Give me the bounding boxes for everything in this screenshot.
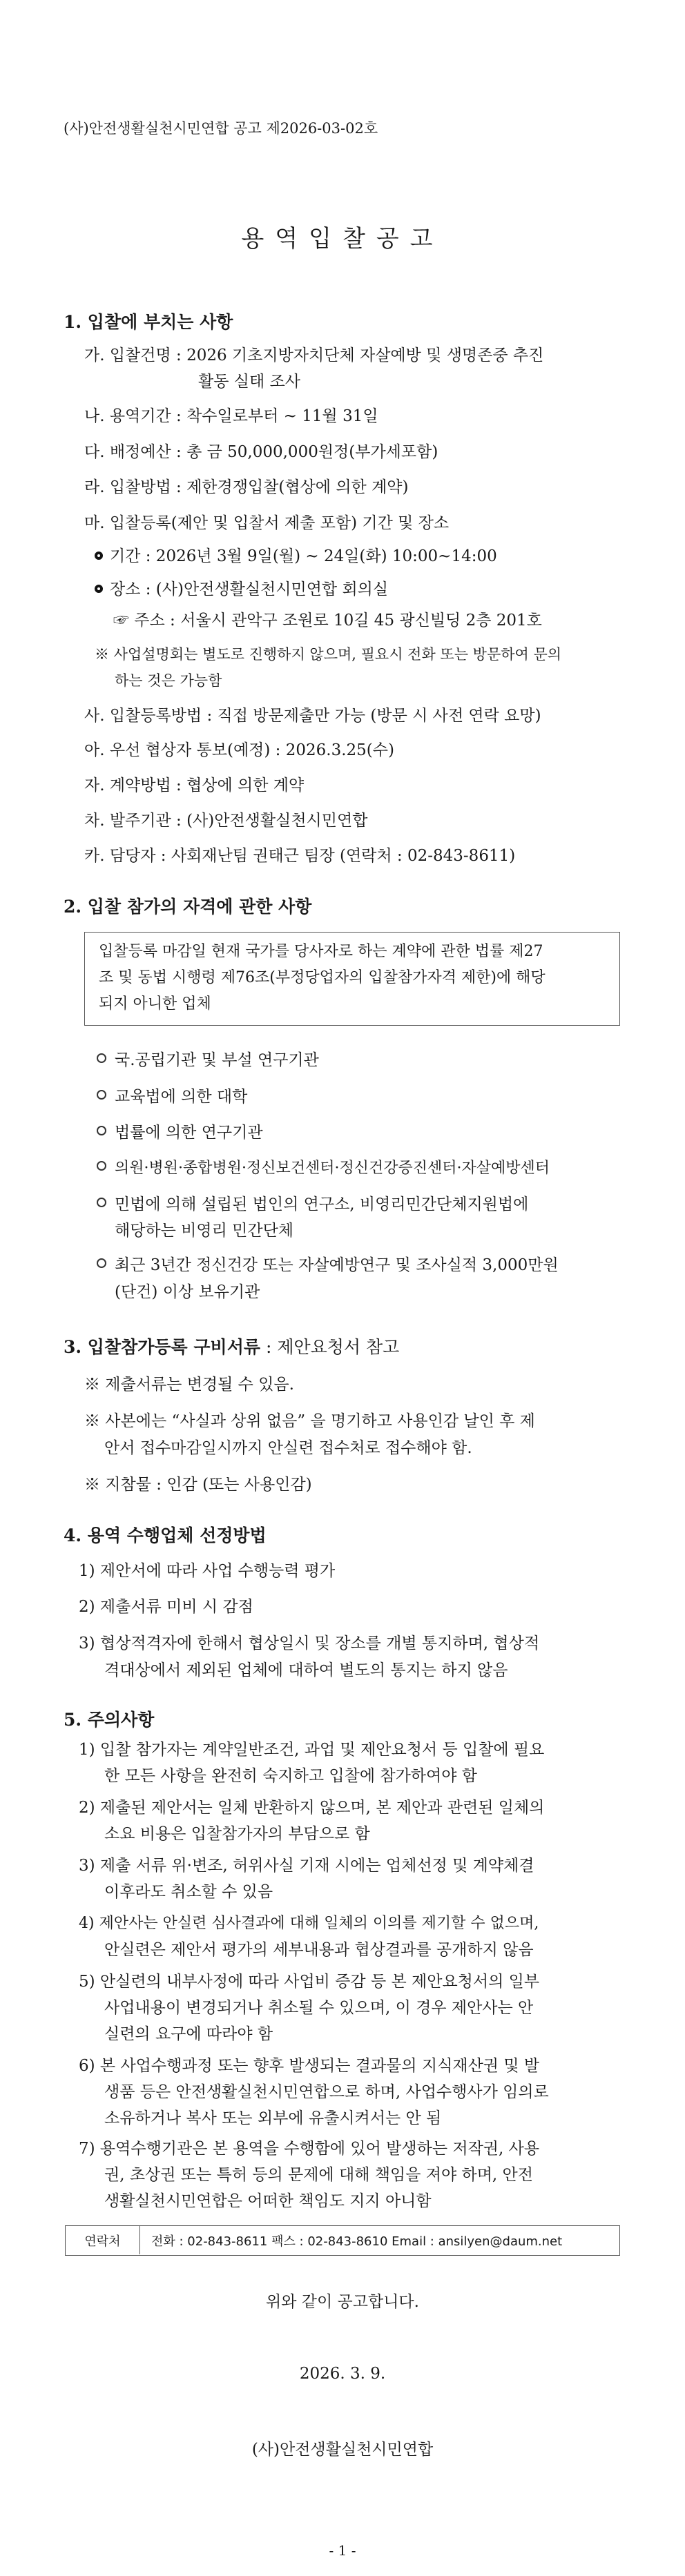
- sec5-item-cont: 한 모든 사항을 완전히 숙지하고 입찰에 참가하여야 함: [104, 1767, 477, 1785]
- contact-label: 연락처: [66, 2226, 140, 2254]
- sec3-note: ※ 제출서류는 변경될 수 있음.: [84, 1376, 294, 1394]
- sec5-item-cont: 사업내용이 변경되거나 취소될 수 있으며, 이 경우 제안사는 안: [104, 1999, 534, 2017]
- sec2-item-text: 국.공립기관 및 부설 연구기관: [115, 1051, 319, 1069]
- sec1-item-ra: 라. 입찰방법 : 제한경쟁입찰(협상에 의한 계약): [84, 478, 409, 496]
- sec4-item-cont: 격대상에서 제외된 업체에 대하여 별도의 통지는 하지 않음: [104, 1661, 508, 1679]
- sec4-item: 1) 제안서에 따라 사업 수행능력 평가: [79, 1562, 336, 1580]
- announcement-date: 2026. 3. 9.: [299, 2365, 386, 2383]
- sec1-place-text: 장소 : (사)안전생활실천시민연합 회의실: [110, 580, 389, 598]
- contact-box: [65, 2225, 620, 2256]
- sec5-item: 7) 용역수행기관은 본 용역을 수행함에 있어 발생하는 저작권, 사용: [79, 2140, 540, 2158]
- sec3-note: ※ 사본에는 “사실과 상위 없음” 을 명기하고 사용인감 날인 후 제: [84, 1412, 535, 1430]
- bullet-icon: [95, 552, 103, 560]
- sec5-item-cont: 권, 초상권 또는 특허 등의 문제에 대해 책임을 져야 하며, 안전: [104, 2166, 533, 2184]
- eligibility-box-line-1: 입찰등록 마감일 현재 국가를 당사자로 하는 계약에 관한 법률 제27: [99, 943, 543, 960]
- circle-icon: [97, 1161, 106, 1171]
- sec5-item-cont: 소유하거나 복사 또는 외부에 유출시켜서는 안 됨: [104, 2109, 442, 2127]
- reference-number: (사)안전생활실천시민연합 공고 제2026-03-02호: [64, 120, 378, 137]
- sec2-item: [97, 1255, 559, 1276]
- sec5-item: 1) 입찰 참가자는 계약일반조건, 과업 및 제안요청서 등 입찰에 필요: [79, 1741, 545, 1759]
- sec2-item-text: 민법에 의해 설립된 법인의 연구소, 비영리민간단체지원법에: [115, 1196, 529, 1213]
- sec5-item: 5) 안실련의 내부사정에 따라 사업비 증감 등 본 제안요청서의 일부: [79, 1973, 540, 1991]
- sec2-item-cont: (단건) 이상 보유기관: [115, 1283, 260, 1301]
- sec1-place: [95, 579, 388, 600]
- sec2-item: [97, 1194, 528, 1215]
- section-2-heading: 2. 입찰 참가의 자격에 관한 사항: [64, 897, 312, 917]
- sec1-item-a: 아. 우선 협상자 통보(예정) : 2026.3.25(수): [84, 741, 394, 759]
- circle-icon: [97, 1198, 106, 1207]
- eligibility-box-line-2: 조 및 동법 시행령 제76조(부정당업자의 입찰참가자격 제한)에 해당: [99, 969, 546, 986]
- bullet-icon: [95, 585, 103, 593]
- sec1-item-ga-cont: 활동 실태 조사: [198, 373, 300, 391]
- sec2-item: [97, 1050, 319, 1071]
- contact-value: 전화 : 02-843-8611 팩스 : 02-843-8610 Email : ansilyen@daum.net: [151, 2234, 563, 2249]
- sec5-item: 6) 본 사업수행과정 또는 향후 발생되는 결과물의 지식재산권 및 발: [79, 2057, 540, 2075]
- closing-statement: 위와 같이 공고합니다.: [266, 2293, 419, 2311]
- sec2-item-text: 최근 3년간 정신건강 또는 자살예방연구 및 조사실적 3,000만원: [115, 1256, 559, 1274]
- sec1-item-sa: 사. 입찰등록방법 : 직접 방문제출만 가능 (방문 시 사전 연락 요망): [84, 707, 541, 725]
- sec5-item-cont: 소요 비용은 입찰참가자의 부담으로 함: [104, 1825, 370, 1843]
- sec1-item-ja: 자. 계약방법 : 협상에 의한 계약: [84, 777, 305, 794]
- sec4-item: 3) 협상적격자에 한해서 협상일시 및 장소를 개별 통지하며, 협상적: [79, 1635, 540, 1652]
- sec2-item-text: 교육법에 의한 대학: [115, 1088, 248, 1106]
- sec1-address: ☞ 주소 : 서울시 관악구 조원로 10길 45 광신빌딩 2층 201호: [113, 612, 542, 630]
- sec5-item-cont: 이후라도 취소할 수 있음: [104, 1883, 273, 1901]
- sec1-item-cha: 차. 발주기관 : (사)안전생활실천시민연합: [84, 812, 368, 830]
- section-3-heading-sub: : 제안요청서 참고: [260, 1337, 400, 1357]
- sec4-item: 2) 제출서류 미비 시 감점: [79, 1598, 253, 1616]
- section-3-heading-text: 3. 입찰참가등록 구비서류: [64, 1337, 261, 1357]
- sec2-item-cont: 해당하는 비영리 민간단체: [115, 1222, 294, 1240]
- sec3-note-cont: 안서 접수마감일시까지 안실련 접수처로 접수해야 함.: [104, 1439, 472, 1457]
- sec5-item: 4) 제안사는 안실련 심사결과에 대해 일체의 이의를 제기할 수 없으며,: [79, 1915, 539, 1932]
- section-3-heading: [64, 1334, 399, 1358]
- sec5-item: 3) 제출 서류 위·변조, 허위사실 기재 시에는 업체선정 및 계약체결: [79, 1857, 534, 1875]
- page-number: - 1 -: [329, 2542, 356, 2559]
- sec2-item-text: 법률에 의한 연구기관: [115, 1124, 263, 1142]
- circle-icon: [97, 1053, 106, 1063]
- sec5-item-cont: 생품 등은 안전생활실천시민연합으로 하며, 사업수행사가 임의로: [104, 2083, 549, 2101]
- sec5-item-cont: 안실련은 제안서 평가의 세부내용과 협상결과를 공개하지 않음: [104, 1941, 534, 1959]
- sec2-item: [97, 1086, 247, 1107]
- sec5-item-cont: 실련의 요구에 따라야 함: [104, 2025, 273, 2043]
- sec5-item: 2) 제출된 제안서는 일체 반환하지 않으며, 본 제안과 관련된 일체의: [79, 1799, 545, 1817]
- sec2-item: [97, 1122, 263, 1143]
- circle-icon: [97, 1126, 106, 1135]
- issuing-organization: (사)안전생활실천시민연합: [251, 2441, 434, 2459]
- sec2-item: [97, 1158, 550, 1179]
- sec2-item-text: 의원·병원·종합병원·정신보건센터·정신건강증진센터·자살예방센터: [115, 1160, 550, 1177]
- circle-icon: [97, 1090, 106, 1100]
- page-title: 용역입찰공고: [241, 225, 444, 253]
- sec3-note: ※ 지참물 : 인감 (또는 사용인감): [84, 1476, 312, 1494]
- sec1-note-cont: 하는 것은 가능함: [115, 672, 222, 689]
- sec1-item-ga: 가. 입찰건명 : 2026 기초지방자치단체 자살예방 및 생명존중 추진: [84, 347, 544, 364]
- section-4-heading: 4. 용역 수행업체 선정방법: [64, 1525, 267, 1545]
- section-5-heading: 5. 주의사항: [64, 1710, 155, 1730]
- circle-icon: [97, 1258, 106, 1268]
- section-1-heading: 1. 입찰에 부치는 사항: [64, 312, 233, 332]
- sec1-note: ※ 사업설명회는 별도로 진행하지 않으며, 필요시 전화 또는 방문하여 문의: [95, 646, 562, 663]
- sec1-item-ka: 카. 담당자 : 사회재난팀 권태근 팀장 (연락처 : 02-843-8611): [84, 847, 516, 865]
- sec1-period: [95, 546, 497, 567]
- sec1-period-text: 기간 : 2026년 3월 9일(월) ~ 24일(화) 10:00~14:00: [110, 547, 497, 565]
- sec1-item-da: 다. 배정예산 : 총 금 50,000,000원정(부가세포함): [84, 443, 438, 461]
- sec1-item-na: 나. 용역기간 : 착수일로부터 ~ 11월 31일: [84, 407, 378, 425]
- sec5-item-cont: 생활실천시민연합은 어떠한 책임도 지지 아니함: [104, 2192, 432, 2210]
- eligibility-box-line-3: 되지 아니한 업체: [99, 995, 211, 1013]
- sec1-item-ma: 마. 입찰등록(제안 및 입찰서 제출 포함) 기간 및 장소: [84, 514, 450, 532]
